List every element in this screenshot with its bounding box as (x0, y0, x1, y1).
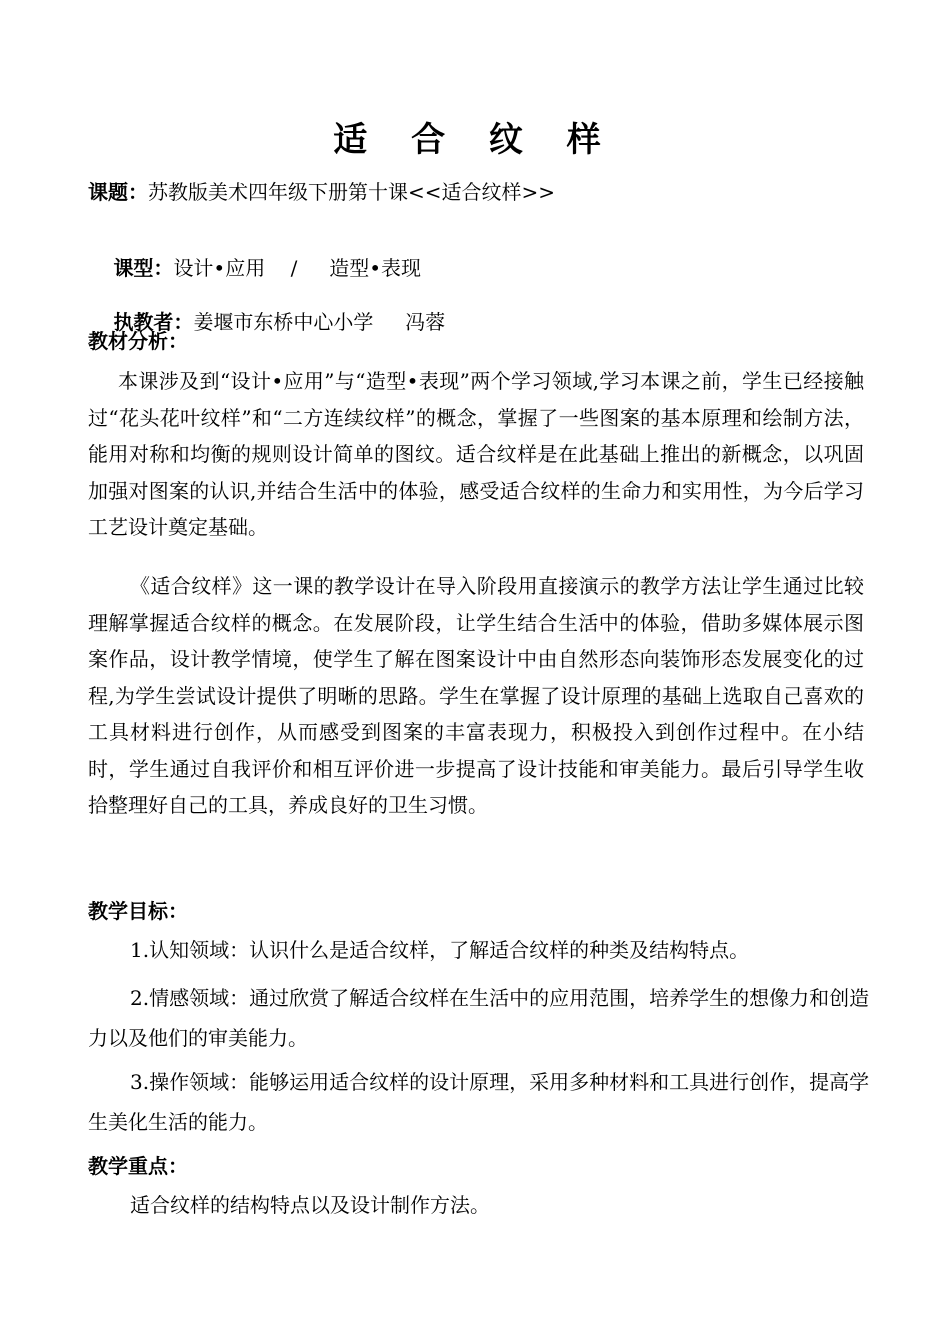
topic-line (88, 176, 555, 205)
goals-heading: 教学目标： (88, 899, 188, 923)
goal-item-3: 3.操作领域：能够运用适合纹样的设计原理，采用多种材料和工具进行创作，提高学生美化生活的能力。 (88, 1070, 870, 1134)
type-label: 课型： (113, 256, 174, 280)
focus-heading: 教学重点： (88, 1154, 188, 1178)
analysis-heading: 教材分析： (88, 329, 188, 353)
teacher-label: 执教者： (113, 310, 194, 334)
teacher-value: 姜堰市东桥中心小学 冯蓉 (193, 310, 446, 334)
analysis-paragraph-1: 本课涉及到“设计•应用”与“造型•表现”两个学习领域,学习本课之前，学生已经接触过“花头花叶纹样”和“二方连续纹样”的概念，掌握了一些图案的基本原理和绘制方法，能用对称和均衡的规则设计简单的图纹。适合纹样是在此基础上推出的新概念，以巩固加强对图案的认识,并结合生活中的体验，感受适合纹样的生命力和实用性，为今后学习工艺设计奠定基础。 (88, 369, 864, 539)
page-title: 适 合 纹 样 (333, 120, 617, 160)
goal-item-1: 1.认知领域：认识什么是适合纹样，了解适合纹样的种类及结构特点。 (130, 938, 750, 962)
topic-label: 课题： (88, 180, 148, 204)
goal-item-2: 2.情感领域：通过欣赏了解适合纹样在生活中的应用范围，培养学生的想像力和创造力以及他们的审美能力。 (88, 986, 870, 1050)
topic-value: 苏教版美术四年级下册第十课<<适合纹样>> (148, 180, 556, 204)
analysis-paragraph-2: 《适合纹样》这一课的教学设计在导入阶段用直接演示的教学方法让学生通过比较理解掌握适合纹样的概念。在发展阶段，让学生结合生活中的体验，借助多媒体展示图案作品，设计教学情境，使学生了解在图案设计中由自然形态向装饰形态发展变化的过程,为学生尝试设计提供了明晰的思路。学生在掌握了设计原理的基础上选取自己喜欢的工具材料进行创作，从而感受到图案的丰富表现力，积极投入到创作过程中。在小结时，学生通过自我评价和相互评价进一步提高了设计技能和审美能力。最后引导学生收拾整理好自己的工具，养成良好的卫生习惯。 (88, 574, 864, 817)
type-value: 设计•应用 / 造型•表现 (173, 256, 421, 280)
focus-text: 适合纹样的结构特点以及设计制作方法。 (130, 1193, 490, 1217)
